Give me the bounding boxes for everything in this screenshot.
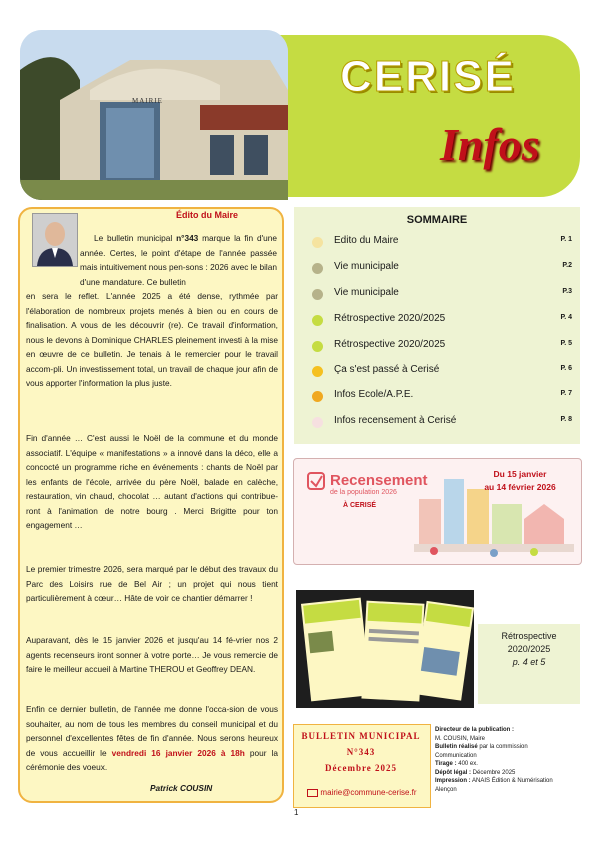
edito-p1-text: Le bulletin municipal <box>94 233 177 243</box>
retrospective-line2: 2020/2025 <box>507 644 551 654</box>
sommaire-title: SOMMAIRE <box>406 214 468 226</box>
bulletin-issue-number: N°343 <box>346 747 376 757</box>
credits-print-run-label: Tirage : <box>435 761 457 767</box>
retrospective-line1: Rétrospective <box>501 631 557 641</box>
publication-credits <box>435 726 585 794</box>
sommaire-item[interactable] <box>312 389 572 405</box>
sommaire-item-page: P. 1 <box>560 236 572 243</box>
bullet-dot-icon <box>312 263 323 274</box>
sommaire-item[interactable] <box>312 313 572 329</box>
bulletin-date: Décembre 2025 <box>324 763 398 773</box>
census-place: À CERISÉ <box>343 502 377 509</box>
census-subtitle: de la population 2026 <box>330 489 397 496</box>
credits-commission: Communication <box>435 752 477 759</box>
sommaire-item-page: P. 8 <box>560 416 572 423</box>
credits-produced: par la commission <box>477 744 528 750</box>
credits-printing-label: Impression : <box>435 778 471 784</box>
census-dates <box>470 468 570 494</box>
sommaire-item-label: Rétrospective 2020/2025 <box>334 339 446 350</box>
credits-printing: ANAIS Édition & Numérisation <box>470 778 553 784</box>
email-link[interactable] <box>295 788 429 797</box>
sommaire-item-page: P.3 <box>562 288 572 295</box>
sommaire-item-label: Edito du Maire <box>334 235 399 246</box>
mayor-portrait <box>33 214 77 266</box>
bullet-dot-icon <box>312 341 323 352</box>
credits-print-run: 400 ex. <box>456 761 478 767</box>
credits-city: Alençon <box>435 786 457 793</box>
bullet-dot-icon <box>312 237 323 248</box>
sommaire-item-label: Vie municipale <box>334 287 399 298</box>
credits-director: M. COUSIN, Maire <box>435 735 486 742</box>
signature: Patrick COUSIN <box>150 783 213 793</box>
sommaire-item[interactable] <box>312 261 572 277</box>
edito-paragraph-4: Auparavant, dès le 15 janvier 2026 et jusqu'au 14 fé-vrier nos 2 agents recenseurs iront sonner à votre porte… Je vous remercie de faire le meilleur accueil à Martine THEROU et Geoffrey DEAN. <box>26 635 278 674</box>
bulletin-info <box>293 728 429 776</box>
retrospective-thumbnails <box>296 590 474 708</box>
envelope-icon <box>307 789 318 797</box>
sommaire-item-label: Infos recensement à Cerisé <box>334 415 457 426</box>
sommaire-item[interactable] <box>312 364 572 380</box>
edito-paragraph-1b: en sera le reflet. L'année 2025 a été dense, rythmée par l'élaboration de nombreux projets menés à bien ou en cours de finalisation. A vous de les découvrir (re). Ce travail d'information, nous le devons à Dominique CHARLES pleinement investi à la mise en œuvre de ce bulletin. Je tenais à le remercier pour le travail accom-pli. Un investissement total, un travail de chaque jour afin de vous apporter l'information la plus juste. <box>26 291 278 388</box>
edito-paragraph-3: Le premier trimestre 2026, sera marqué par le début des travaux du Parc des Loisirs rue de Bel Air ; un projet qui nous tient particulièrement à cœur… Hâte de voir ce chantier démarrer ! <box>26 564 278 603</box>
edito-p5-text-cont: pour la cérémonie des voeux. <box>26 747 278 772</box>
sommaire-item-label: Ça s'est passé à Cerisé <box>334 364 440 375</box>
sommaire-item[interactable] <box>312 339 572 355</box>
sommaire-item[interactable] <box>312 287 572 303</box>
credits-produced-label: Bulletin réalisé <box>435 744 478 750</box>
bulletin-number: n°343 <box>176 233 199 243</box>
edito-paragraph-5 <box>26 702 278 775</box>
sommaire-item-page: P. 4 <box>560 314 572 321</box>
sommaire-item-page: P. 6 <box>560 365 572 372</box>
sommaire-item-page: P.2 <box>562 262 572 269</box>
email-address: mairie@commune-cerise.fr <box>320 788 417 797</box>
bullet-dot-icon <box>312 315 323 326</box>
bullet-dot-icon <box>312 417 323 428</box>
title-infos: Infos <box>440 119 540 170</box>
census-dates-line1: Du 15 janvier <box>493 469 547 479</box>
bullet-dot-icon <box>312 391 323 402</box>
town-hall-photo <box>20 30 288 200</box>
credits-director-label: Directeur de la publication : <box>435 727 515 733</box>
page-number: 1 <box>294 808 299 817</box>
edito-p1-text-cont: marque la fin d'une année. Certes, le point d'étape de l'année passée mais intuitivement nous pen-sons : 2026 avec le bilan d'une mandature. Ce bulletin <box>80 233 278 287</box>
town-hall-illustration <box>20 30 288 200</box>
sommaire-item-page: P. 5 <box>560 340 572 347</box>
bullet-dot-icon <box>312 289 323 300</box>
edito-title: Édito du Maire <box>175 210 238 220</box>
sommaire-item-label: Rétrospective 2020/2025 <box>334 313 446 324</box>
building-sign: MAIRIE <box>132 97 163 105</box>
credits-legal-deposit-label: Dépôt légal : <box>435 769 472 776</box>
sommaire-item-label: Infos Ecole/A.P.E. <box>334 389 414 400</box>
edito-p5-text: Enfin ce dernier bulletin, de l'année me donne l'occa-sion de vous souhaiter, au nom de tous les membres du conseil municipal et du personnel d'excellentes fêtes de fin d'année. Nous serons heureux de vous accueillir le <box>26 704 278 758</box>
ceremony-date: vendredi 16 janvier 2026 à 18h <box>111 747 245 758</box>
edito-paragraph-2: Fin d'année … C'est aussi le Noël de la commune et du monde associatif. L'équipe « manifestations » a innové dans la déco, elle a concocté un programme riche en événements : chants de Noël par les enfants de l'école, arrivée du père Noël, balade en calèche, restauration, vin chaud, chocolat … autant d'actions qui contribue-ront à l'animation de notre bourg . Merci Brigitte pour ton engagement … <box>26 433 278 530</box>
sommaire-item[interactable] <box>312 235 572 251</box>
retrospective-caption <box>480 630 578 669</box>
sommaire-item-page: P. 7 <box>560 390 572 397</box>
census-dates-line2: au 14 février 2026 <box>484 482 556 492</box>
bullet-dot-icon <box>312 366 323 377</box>
mayor-photo <box>32 213 78 267</box>
title-cerise: CERISÉ <box>340 52 516 101</box>
bulletin-label: BULLETIN MUNICIPAL <box>301 731 421 741</box>
census-title: Recensement <box>330 472 428 489</box>
retrospective-preview-image <box>296 590 474 708</box>
sommaire-item[interactable] <box>312 415 572 431</box>
sommaire-item-label: Vie municipale <box>334 261 399 272</box>
edito-paragraph-1 <box>80 231 277 289</box>
retrospective-pages: p. 4 et 5 <box>512 657 546 667</box>
credits-legal-deposit: Décembre 2025 <box>471 769 516 776</box>
